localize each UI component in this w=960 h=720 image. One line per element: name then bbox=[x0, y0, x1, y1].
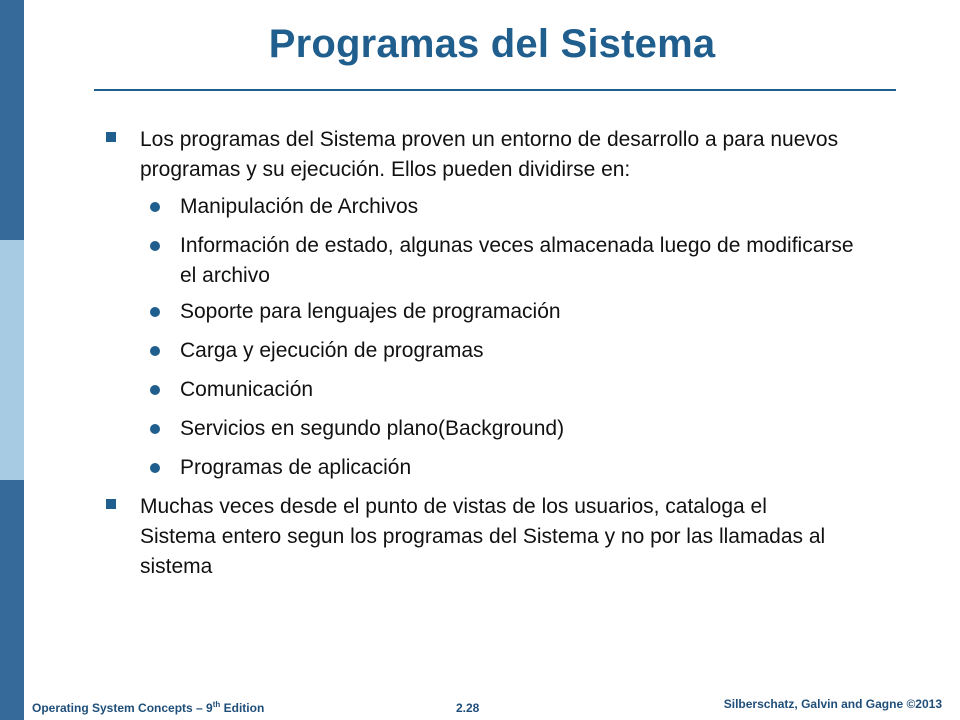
sub-bullet-item: Manipulación de Archivos bbox=[180, 195, 419, 218]
bullet-item: Los programas del Sistema proven un entorno de desarrollo a para nuevos programas y su ejecución. Ellos pueden dividirse en: bbox=[140, 128, 839, 181]
sub-bullet-item: Soporte para lenguajes de programación bbox=[180, 300, 561, 323]
sub-bullet-item: Información de estado, algunas veces almacenada luego de modificarse el archivo bbox=[180, 234, 854, 287]
dot-bullet-icon bbox=[150, 424, 160, 434]
dot-bullet-icon bbox=[150, 385, 160, 395]
dot-bullet-icon bbox=[150, 346, 160, 356]
sub-bullet-item: Carga y ejecución de programas bbox=[180, 339, 484, 362]
square-bullet-icon bbox=[106, 132, 116, 142]
bullet-item: Muchas veces desde el punto de vistas de los usuarios, cataloga el Sistema entero segun los programas del Sistema y no por las llamadas al sistema bbox=[140, 495, 826, 578]
footer-book-title: Operating System Concepts – 9th Edition bbox=[32, 700, 265, 715]
sub-bullet-item: Programas de aplicación bbox=[180, 456, 412, 479]
dot-bullet-icon bbox=[150, 241, 160, 251]
sub-bullet-item: Comunicación bbox=[180, 378, 314, 401]
sub-bullet-item: Servicios en segundo plano(Background) bbox=[180, 417, 565, 440]
dot-bullet-icon bbox=[150, 307, 160, 317]
footer-page-number: 2.28 bbox=[456, 701, 480, 715]
square-bullet-icon bbox=[106, 499, 116, 509]
dot-bullet-icon bbox=[150, 202, 160, 212]
slide-title: Programas del Sistema bbox=[268, 22, 716, 66]
footer-copyright: Silberschatz, Galvin and Gagne ©2013 bbox=[723, 697, 942, 711]
dot-bullet-icon bbox=[150, 463, 160, 473]
